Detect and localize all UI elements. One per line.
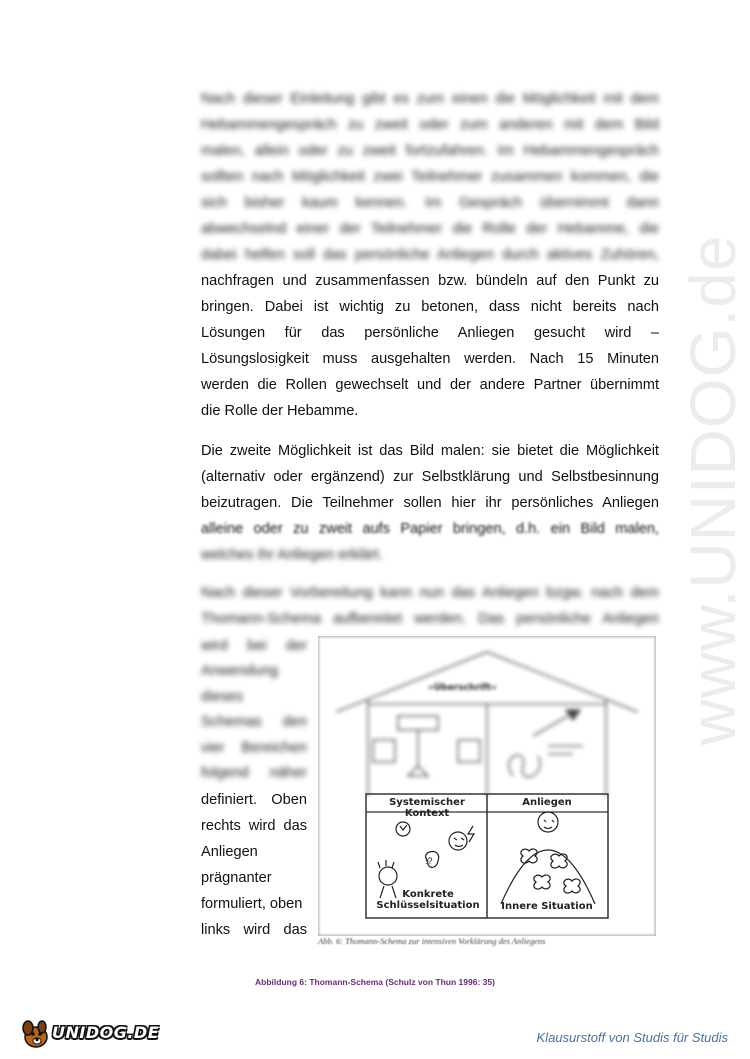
side-text-line: wird bei der xyxy=(201,638,307,654)
schema-situation-line2: Schlüsselsituation xyxy=(376,900,480,911)
text-line: malen, allein oder zu zweit fortzufahren. Im Hebammengespräch xyxy=(201,143,659,159)
text-line: beizutragen. Die Teilnehmer sollen hier ihr persönliches Anliegen xyxy=(201,495,659,511)
side-text-line: formuliert, oben xyxy=(201,896,303,912)
side-text-line: links wird das xyxy=(201,922,307,938)
figure-caption: Abbildung 6: Thomann-Schema (Schulz von Thun 1996: 35) xyxy=(255,977,495,987)
svg-text:!?: !? xyxy=(425,856,433,866)
text-line: welches ihr Anliegen erklärt. xyxy=(201,547,383,563)
text-line: Nach dieser Einleitung gibt es zum einen die Möglichkeit mit dem xyxy=(201,91,659,107)
side-text-line: prägnanter xyxy=(201,870,272,886)
schema-concern-label: Anliegen xyxy=(522,797,572,808)
text-line: Lösungen für das persönliche Anliegen gesucht wird – xyxy=(201,325,659,341)
side-text-line: folgend näher xyxy=(201,765,307,781)
text-line: Thomann-Schema aufbereitet werden. Das persönliche Anliegen xyxy=(201,611,659,627)
text-line: nachfragen und zusammenfassen bzw. bündeln auf den Punkt zu xyxy=(201,273,659,289)
side-text-line: rechts wird das xyxy=(201,818,307,834)
footer-tagline: Klausurstoff von Studis für Studis xyxy=(536,1030,728,1045)
side-text-line: Anliegen xyxy=(201,844,258,860)
dog-icon xyxy=(20,1017,56,1051)
schema-context-label: Systemischer Kontext xyxy=(389,797,465,819)
text-line: werden die Rollen gewechselt und der andere Partner übernimmt xyxy=(201,377,659,393)
text-line: dabei helfen soll das persönliche Anliegen durch aktives Zuhören, xyxy=(201,247,659,263)
schema-situation-line1: Konkrete xyxy=(402,889,454,900)
side-text-line: definiert. Oben xyxy=(201,792,307,808)
schema-drawing xyxy=(318,636,656,936)
watermark-text: www.UNIDOG.de xyxy=(677,234,749,746)
side-text-line: vier Bereichen xyxy=(201,740,307,756)
thomann-schema-figure xyxy=(318,636,656,954)
schema-situation-label xyxy=(373,889,483,911)
text-line: bringen. Dabei ist wichtig zu betonen, dass nicht bereits nach xyxy=(201,299,659,315)
schema-inner-label: Innere Situation xyxy=(501,901,593,912)
watermark xyxy=(668,234,750,746)
text-line: (alternativ oder ergänzend) zur Selbstklärung und Selbstbesinnung xyxy=(201,469,659,485)
figure-inner-caption: Abb. 6: Thomann-Schema zur intensiven Vorklärung des Anliegens xyxy=(318,936,546,946)
text-line: alleine oder zu zweit aufs Papier bringen, d.h. ein Bild malen, xyxy=(201,521,659,537)
side-text-line: Schemas den xyxy=(201,714,307,730)
logo-text: UNIDOG.DE xyxy=(52,1023,160,1042)
unidog-logo[interactable] xyxy=(20,1017,170,1051)
text-line: Die zweite Möglichkeit ist das Bild malen: sie bietet die Möglichkeit xyxy=(201,443,659,459)
text-line: die Rolle der Hebamme. xyxy=(201,403,359,419)
side-text-line: dieses xyxy=(201,689,244,705)
text-line: abwechselnd einer der Teilnehmer die Rolle der Hebamme, die xyxy=(201,221,659,237)
text-line: Hebammengespräch zu zweit oder zum anderen mit dem Bild xyxy=(201,117,659,133)
side-text-line: Anwendung xyxy=(201,663,279,679)
text-line: sich bisher kaum kennen. Im Gespräch übernimmt dann xyxy=(201,195,659,211)
text-line: Lösungslosigkeit muss ausgehalten werden. Nach 15 Minuten xyxy=(201,351,659,367)
text-line: Nach dieser Vorbereitung kann nun das Anliegen bzgw. nach dem xyxy=(201,585,659,601)
text-line: sollten nach Möglichkeit zwei Teilnehmer zusammen kommen, die xyxy=(201,169,659,185)
schema-overview-label: »Überschrift« xyxy=(428,683,497,693)
